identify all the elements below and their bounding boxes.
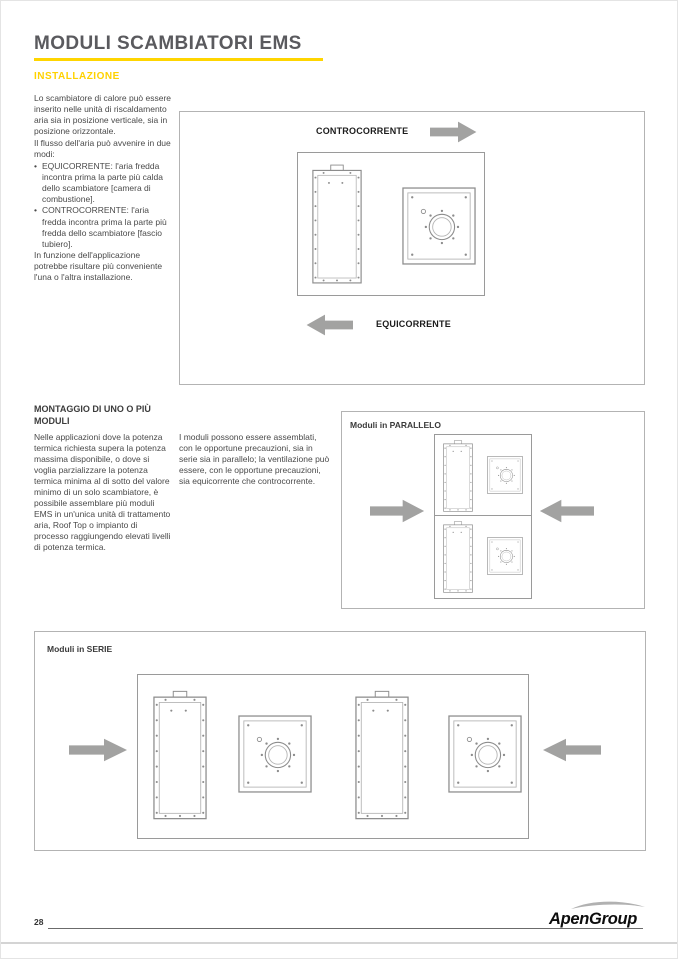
page-bottom-edge — [1, 942, 678, 944]
series-drawing-frame — [137, 674, 529, 839]
section-heading-installazione: INSTALLAZIONE — [34, 71, 120, 82]
parallel-modules-diagram — [341, 411, 645, 609]
page-number: 28 — [34, 917, 44, 927]
parallel-diagram-label: Moduli in PARALLELO — [350, 420, 441, 430]
flow-arrow-left-icon — [305, 312, 353, 338]
series-modules-diagram — [34, 631, 646, 851]
list-item — [34, 205, 173, 249]
apengroup-logo — [549, 899, 647, 929]
exchanger-drawing-frame — [297, 152, 485, 296]
page-title: MODULI SCAMBIATORI EMS — [34, 33, 302, 54]
montaggio-paragraph-2: I moduli possono essere assemblati, con le opportune precauzioni, sia in serie sia in parallelo; la ventilazione può essere, con le opportune precauzioni, sia equicorrente che controcorrente. — [179, 432, 330, 487]
series-diagram-label: Moduli in SERIE — [47, 644, 113, 654]
installazione-paragraph-3: In funzione dell'applicazione potrebbe risultare più conveniente l'una o l'altra installazione. — [34, 249, 163, 282]
equicorrente-label: EQUICORRENTE — [376, 319, 451, 329]
installazione-paragraph-1: Lo scambiatore di calore può essere inserito nelle unità di riscaldamento aria sia in posizione verticale, sia in posizione orizzontale. — [34, 93, 172, 137]
parallel-module-frame-top — [434, 434, 532, 518]
list-item-text: CONTROCORRENTE: l'aria fredda incontra prima la parte più fredda dello scambiatore [fascio tubiero]. — [42, 205, 167, 249]
combustion-chamber-module-drawing — [402, 187, 476, 265]
combustion-chamber-module-drawing — [448, 715, 522, 793]
flow-direction-diagram — [179, 111, 645, 385]
logo-text: ApenGroup — [549, 910, 638, 928]
section-heading-montaggio: MONTAGGIO DI UNO O PIÙ MODULI — [34, 404, 151, 426]
inflow-arrow-right-icon — [370, 497, 426, 525]
installazione-paragraph-2: Il flusso dell'aria può avvenire in due modi: — [34, 138, 171, 160]
title-accent-rule — [34, 58, 323, 61]
installazione-text-column — [34, 93, 173, 284]
inflow-arrow-right-icon — [69, 736, 129, 764]
inflow-arrow-left-icon — [541, 736, 601, 764]
flow-arrow-right-icon — [430, 119, 478, 145]
exchanger-side-module-drawing — [312, 163, 362, 285]
exchanger-side-module-drawing — [153, 684, 207, 826]
list-item — [34, 161, 173, 205]
combustion-chamber-module-drawing — [487, 456, 523, 494]
flow-modes-list — [34, 161, 173, 249]
exchanger-side-module-drawing — [443, 521, 473, 593]
list-item-text: EQUICORRENTE: l'aria fredda incontra prima la parte più calda dello scambiatore [camera di combustione]. — [42, 161, 163, 205]
exchanger-side-module-drawing — [443, 440, 473, 512]
exchanger-side-module-drawing — [355, 684, 409, 826]
combustion-chamber-module-drawing — [238, 715, 312, 793]
controcorrente-label: CONTROCORRENTE — [316, 126, 409, 136]
parallel-module-frame-bottom — [434, 515, 532, 599]
combustion-chamber-module-drawing — [487, 537, 523, 575]
montaggio-paragraph-1: Nelle applicazioni dove la potenza termica richiesta supera la potenza massima disponibile, o dove si voglia parzializzare la potenza termica minima al di sotto del valore minimo di un solo scambiatore, è possibile assemblare più moduli EMS in un'unica unità di trattamento aria, Roof Top o impianto di processo raggiungendo elevati livelli di potenza termica. — [34, 432, 171, 553]
inflow-arrow-left-icon — [538, 497, 594, 525]
